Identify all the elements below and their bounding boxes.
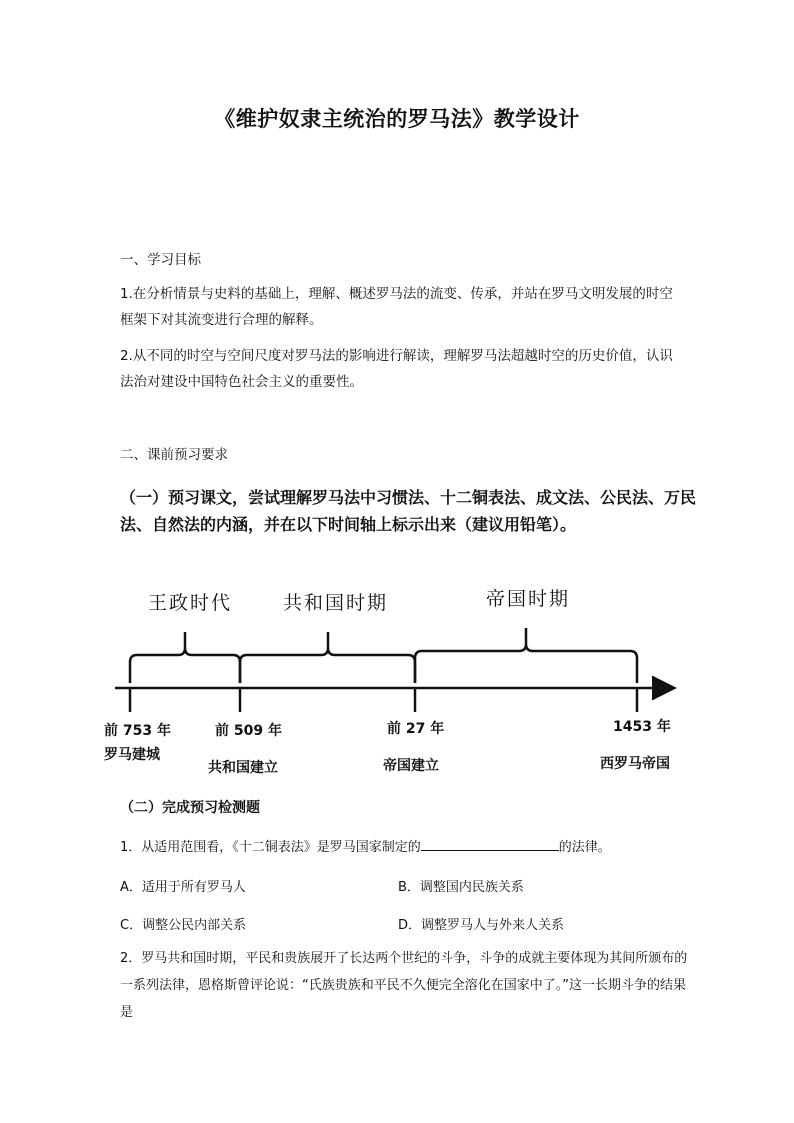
option-b: B．调整国内民族关系 [398, 880, 524, 895]
option-c: C．调整公民内部关系 [120, 918, 247, 933]
brace-empire [415, 628, 637, 683]
question-1-suffix: 的法律。 [558, 840, 611, 855]
brace-republic [240, 632, 415, 683]
brace-kingdom [130, 632, 240, 683]
date-753bc: 前 753 年 [104, 723, 171, 739]
period-republic: 共和国时期 [283, 592, 389, 614]
question-1 [120, 834, 690, 861]
event-empire-founded: 帝国建立 [383, 758, 439, 774]
date-27bc: 前 27 年 [387, 721, 445, 737]
question-2: 2．罗马共和国时期，平民和贵族展开了长达两个世纪的斗争，斗争的成就主要体现为其间所颁布的一系列法律，恩格斯曾评论说：“氏族贵族和平民不久便完全溶化在国家中了。”这一长期斗争的结果是 [120, 951, 688, 1020]
date-1453: 1453 年 [613, 719, 671, 735]
date-509bc: 前 509 年 [215, 723, 282, 739]
event-republic-founded: 共和国建立 [208, 760, 278, 776]
document-title: 《维护奴隶主统治的罗马法》教学设计 [214, 106, 580, 131]
question-1-blank[interactable] [421, 836, 559, 851]
period-kingdom: 王政时代 [148, 592, 233, 614]
section2-heading: 二、课前预习要求 [120, 447, 228, 463]
section1-heading: 一、学习目标 [120, 252, 201, 268]
option-d: D．调整罗马人与外来人关系 [398, 918, 565, 933]
preview-task-2-heading: （二）完成预习检测题 [120, 800, 260, 816]
learning-goal-2: 2.从不同的时空与空间尺度对罗马法的影响进行解读，理解罗马法超越时空的历史价值，认识法治对建设中国特色社会主义的重要性。 [120, 348, 673, 390]
question-1-text: 1．从适用范围看，《十二铜表法》是罗马国家制定的 [120, 840, 421, 855]
period-empire: 帝国时期 [486, 588, 571, 610]
option-a: A．适用于所有罗马人 [120, 880, 246, 895]
event-founding-of-rome: 罗马建城 [104, 747, 160, 763]
event-western-roman-empire: 西罗马帝国 [600, 756, 670, 772]
learning-goal-1: 1.在分析情景与史料的基础上，理解、概述罗马法的流变、传承，并站在罗马文明发展的时空框架下对其流变进行合理的解释。 [120, 286, 673, 328]
preview-task-1: （一）预习课文，尝试理解罗马法中习惯法、十二铜表法、成文法、公民法、万民法、自然法的内涵，并在以下时间轴上标示出来（建议用铅笔）。 [120, 488, 697, 534]
